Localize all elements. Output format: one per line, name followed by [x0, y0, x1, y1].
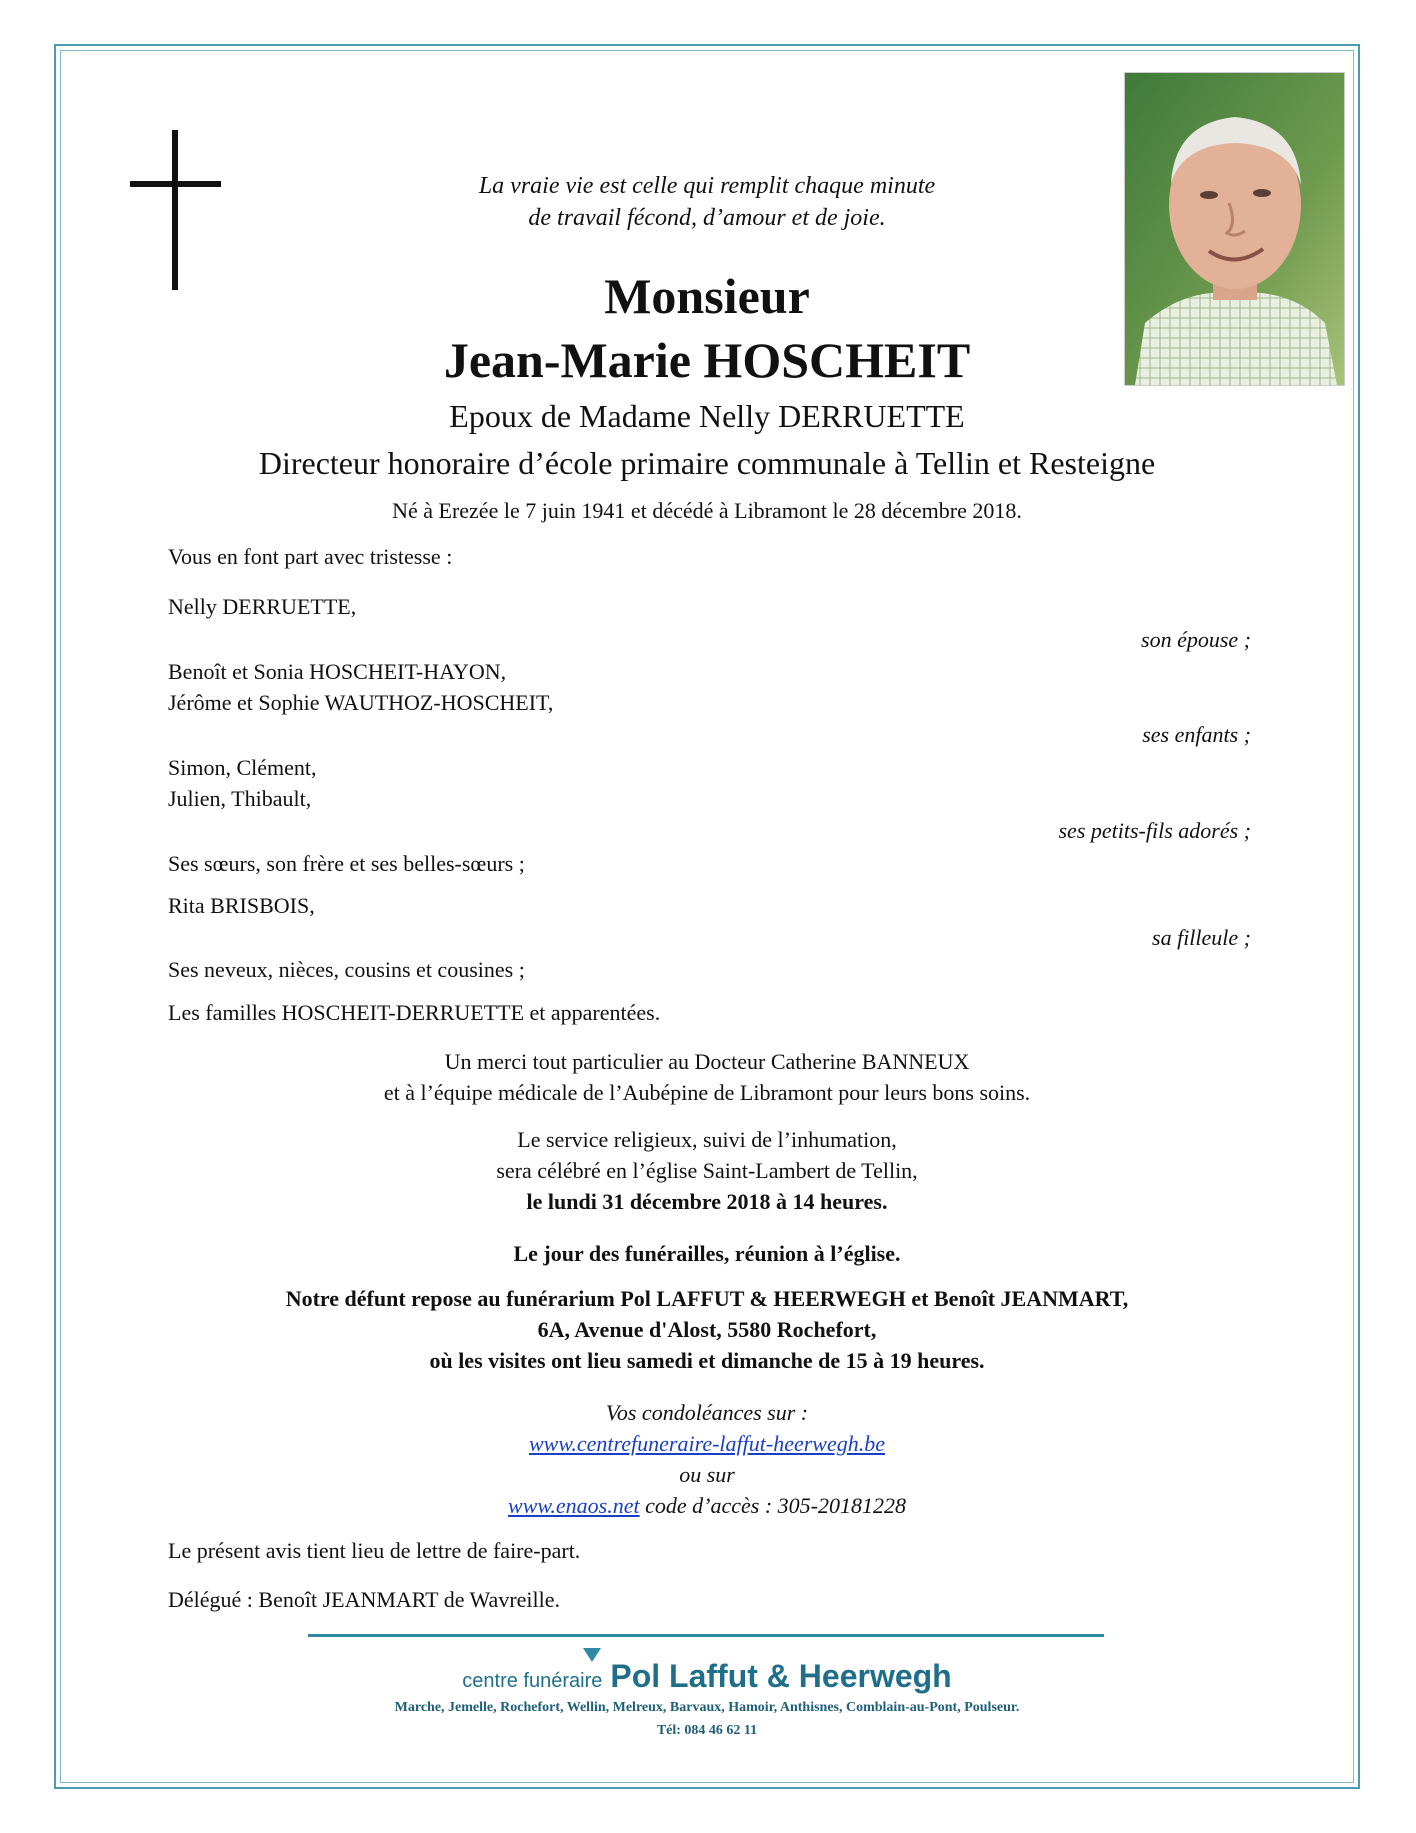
logo-big-text: Pol Laffut & Heerwegh: [610, 1658, 952, 1694]
child-2: Jérôme et Sophie WAUTHOZ-HOSCHEIT,: [168, 690, 554, 715]
grandchildren-label: ses petits-fils adorés ;: [1058, 818, 1251, 843]
meeting-line: Le jour des funérailles, réunion à l’église.: [513, 1241, 901, 1266]
spouse-name: Nelly DERRUETTE,: [168, 594, 357, 619]
quote-line-2: de travail fécond, d’amour et de joie.: [528, 205, 886, 231]
children-label: ses enfants ;: [1142, 722, 1251, 747]
logo-small-text: centre funéraire: [462, 1670, 603, 1692]
delegate-line: Délégué : Benoît JEANMART de Wavreille.: [168, 1587, 561, 1612]
thanks-block: [60, 1046, 1354, 1108]
quote-line-1: La vraie vie est celle qui remplit chaque minute: [478, 173, 936, 199]
grandchildren-2: Julien, Thibault,: [168, 786, 312, 811]
families-line: Les familles HOSCHEIT-DERRUETTE et apparentées.: [168, 1000, 661, 1025]
service-line-1: Le service religieux, suivi de l’inhumation,: [517, 1127, 897, 1152]
notice-line: Le présent avis tient lieu de lettre de faire-part.: [168, 1538, 581, 1563]
service-date: le lundi 31 décembre 2018 à 14 heures.: [526, 1189, 888, 1214]
spouse-label: son épouse ;: [1141, 627, 1251, 652]
thanks-line-2: et à l’équipe médicale de l’Aubépine de Libramont pour leurs bons soins.: [383, 1080, 1031, 1105]
service-block: [60, 1124, 1354, 1217]
footer-divider: [308, 1634, 1104, 1637]
footer-phone: Tél: 084 46 62 11: [656, 1723, 758, 1738]
condolences-or: ou sur: [679, 1462, 735, 1487]
condolences-intro: Vos condoléances sur :: [605, 1400, 809, 1425]
funerarium-block: [60, 1283, 1354, 1376]
thanks-line-1: Un merci tout particulier au Docteur Catherine BANNEUX: [444, 1049, 970, 1074]
child-1: Benoît et Sonia HOSCHEIT-HAYON,: [168, 659, 507, 684]
condolences-link-1[interactable]: www.centrefuneraire-laffut-heerwegh.be: [529, 1431, 885, 1456]
role-line: Directeur honoraire d’école primaire communale à Tellin et Resteigne: [258, 445, 1156, 481]
family-intro: Vous en font part avec tristesse :: [168, 544, 453, 569]
funerarium-line-3: où les visites ont lieu samedi et dimanche de 15 à 19 heures.: [429, 1348, 985, 1373]
deceased-name: Jean-Marie HOSCHEIT: [443, 332, 971, 388]
condolences-block: [60, 1397, 1354, 1521]
birth-death-dates: Né à Erezée le 7 juin 1941 et décédé à Libramont le 28 décembre 2018.: [392, 498, 1022, 523]
siblings-line: Ses sœurs, son frère et ses belles-sœurs ;: [168, 851, 525, 876]
honorific: Monsieur: [604, 268, 810, 324]
nephews-line: Ses neveux, nièces, cousins et cousines ;: [168, 957, 525, 982]
service-line-2: sera célébré en l’église Saint-Lambert de Tellin,: [496, 1158, 918, 1183]
funerarium-line-2: 6A, Avenue d'Alost, 5580 Rochefort,: [537, 1317, 877, 1342]
access-code: code d’accès : 305-20181228: [639, 1493, 906, 1518]
grandchildren-1: Simon, Clément,: [168, 755, 317, 780]
goddaughter-label: sa filleule ;: [1152, 925, 1251, 950]
spouse-line: Epoux de Madame Nelly DERRUETTE: [449, 398, 965, 434]
footer-towns: Marche, Jemelle, Rochefort, Wellin, Melreux, Barvaux, Hamoir, Anthisnes, Comblain-au-Pont, Poulseur.: [394, 1700, 1020, 1715]
quote: [60, 170, 1354, 234]
condolences-link-2[interactable]: www.enaos.net: [508, 1493, 640, 1518]
goddaughter-name: Rita BRISBOIS,: [168, 893, 315, 918]
funeral-home-logo: [60, 1658, 1354, 1695]
funerarium-line-1: Notre défunt repose au funérarium Pol LAFFUT & HEERWEGH et Benoît JEANMART,: [285, 1286, 1129, 1311]
